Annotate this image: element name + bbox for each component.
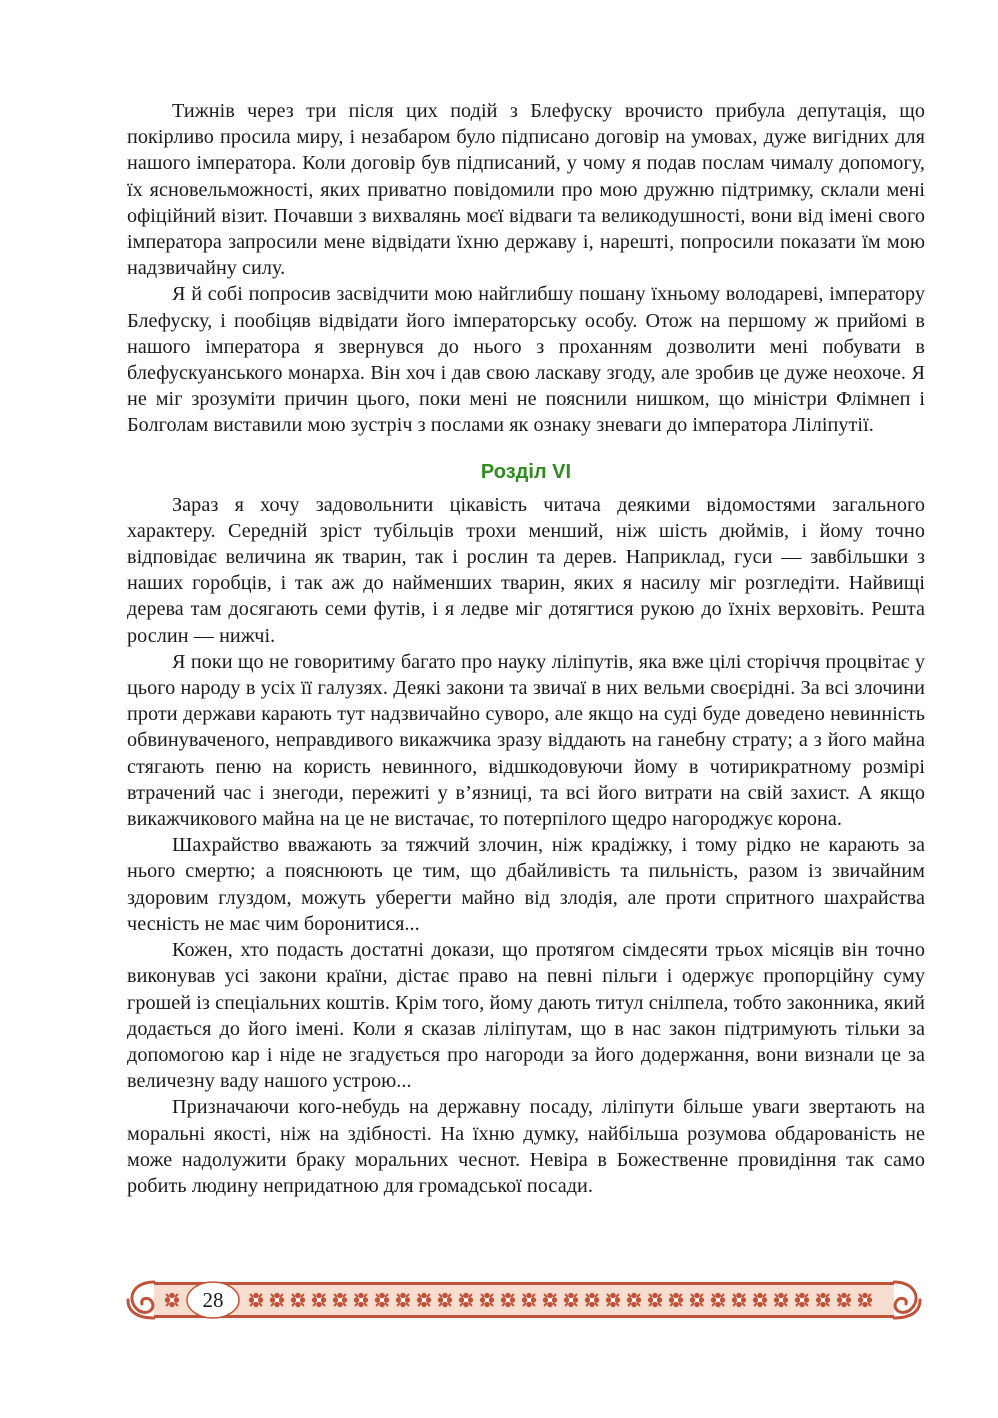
paragraph: Призначаючи кого-небудь на державну посаду, ліліпути більше уваги звертають на моральні якості, ніж на здібності. На їхню думку, найбільша розумова обдарованість не може надолужити браку моральних чеснот. Невіра в Божественне провидіння так само робить людину непридатною для громадської посади.: [127, 1096, 925, 1197]
paragraph: Я й собі попросив засвідчити мою найглибшу пошану їхньому володареві, імператору Блефуску, і пообіцяв відвідати його імператорську особу. Отож на першому ж прийомі в нашого імператора я звернувся до нього з проханням дозволити мені побувати в блефускуанського монарха. Він хоч і дав свою ласкаву згоду, але зробив це дуже неохоче. Я не міг зрозуміти причин цього, поки мені не пояснили нишком, що міністри Флімнеп і Болголам виставили мою зустріч з послами як ознаку зневаги до імператора Ліліпутії.: [127, 283, 925, 437]
chapter-heading: Розділ VI: [480, 460, 572, 483]
page-number: 28: [202, 1288, 224, 1312]
article-body: [127, 98, 925, 1199]
paragraph: Тижнів через три після цих подій з Блефуску врочисто прибула депутація, що покірливо просила миру, і незабаром було підписано договір на умовах, дуже вигідних для нашого імператора. Коли договір був підписаний, у чому я подав послам чималу допомогу, їх ясновельможності, яких приватно повідомили про мою дружню підтримку, склали мені офіційний візит. Почавши з вихвалянь моєї відваги та великодушності, вони від імені свого імператора запросили мене відвідати їхню державу і, нарешті, попросили показати їм мою надзвичайну силу.: [127, 100, 925, 280]
paragraph: Я поки що не говоритиму багато про науку ліліпутів, яка вже цілі сторіччя процвітає у цього народу в усіх її галузях. Деякі закони та звичаї в них вельми своєрідні. За всі злочини проти держави карають тут надзвичайно суворо, але якщо на суді буде доведено невинність обвинуваченого, неправдивого викажчика зразу віддають на ганебну страту; а з його майна стягають пеню на користь невинного, відшкодовуючи йому в чотирикратному розмірі втрачений час і знегоди, пережиті у в’язниці, та всі його витрати на свій захист. А якщо викажчикового майна на це не вистачає, то потерпілого щедро нагороджує корона.: [127, 650, 925, 831]
paragraph: Кожен, хто подасть достатні докази, що протягом сімдесяти трьох місяців він точно виконував усі закони країни, дістає право на певні пільги і одержує пропорційну суму грошей із спеціальних коштів. Крім того, йому дають титул снілпела, тобто законника, який додається до його імені. Коли я сказав ліліпутам, що в нас закон підтримують тільки за допомогою кар і ніде не згадується про нагороди за його додержання, вони визнали це за величезну ваду нашого устрою...: [127, 939, 925, 1093]
paragraph: Шахрайство вважають за тяжчий злочин, ніж крадіжку, і тому рідко не карають за нього смертю; а пояснюють це тим, що дбайливість та пильність, разом із звичайним здоровим глуздом, можуть уберегти майно від злодія, але проти спритного шахрайства чесність не має чим боронитися...: [127, 834, 925, 935]
embroidery-border-ornament-icon: [124, 1272, 924, 1328]
footer-ornament-band: [124, 1272, 924, 1328]
paragraph: Зараз я хочу задовольнити цікавість читача деякими відомостями загального характеру. Середній зріст тубільців трохи менший, ніж шість дюймів, і йому точно відповідає величина як тварин, так і рослин та дерев. Наприклад, гуси — завбільшки з наших горобців, і так аж до найменших тварин, яких я насилу міг розгледіти. Найвищі дерева там досягають семи футів, і я ледве міг дотягтися рукою до їхніх верховіть. Решта рослин — нижчі.: [127, 493, 925, 647]
